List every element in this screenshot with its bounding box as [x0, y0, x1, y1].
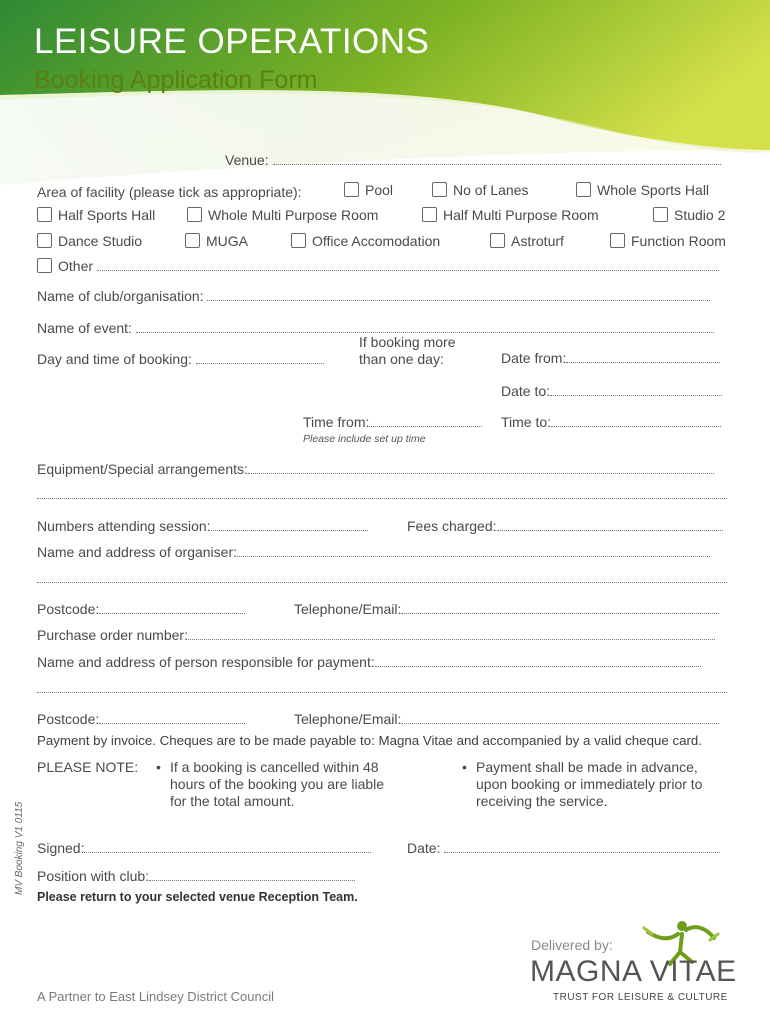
numbers-row	[37, 518, 368, 534]
payer-telephone-row	[294, 711, 719, 727]
event-field[interactable]	[136, 320, 714, 333]
other-field[interactable]	[97, 258, 719, 271]
partner-text: A Partner to East Lindsey District Council	[37, 989, 274, 1004]
equipment-label: Equipment/Special arrangements:	[37, 461, 248, 477]
note-cancellation: • If a booking is cancelled within 48 hours of the booking you are liable for the total amount.	[156, 759, 385, 809]
po-field[interactable]	[188, 627, 715, 640]
more-than-one-day-label-2: than one day:	[359, 351, 444, 367]
signed-label: Signed:	[37, 840, 85, 856]
venue-row	[225, 152, 721, 168]
checkbox-pool[interactable]: Pool	[344, 182, 393, 198]
checkbox-office-accomodation[interactable]: Office Accomodation	[291, 233, 440, 249]
fees-label: Fees charged:	[407, 518, 497, 534]
checkbox-half-sports-hall[interactable]: Half Sports Hall	[37, 207, 155, 223]
time-to-label: Time to:	[501, 414, 552, 430]
checkbox-half-multi-purpose-room[interactable]: Half Multi Purpose Room	[422, 207, 599, 223]
note-payment: • Payment shall be made in advance, upon booking or immediately prior to receiving the service.	[462, 759, 703, 809]
payer-label: Name and address of person responsible for payment:	[37, 654, 375, 670]
club-field[interactable]	[207, 288, 710, 301]
checkbox-muga[interactable]: MUGA	[185, 233, 248, 249]
day-time-field[interactable]	[196, 351, 324, 364]
equipment-row	[37, 461, 714, 477]
logo-tagline: TRUST FOR LEISURE & CULTURE	[553, 992, 728, 1003]
date-label: Date:	[407, 840, 441, 856]
position-field[interactable]	[149, 868, 355, 881]
organiser-label: Name and address of organiser:	[37, 544, 237, 560]
numbers-label: Numbers attending session:	[37, 518, 211, 534]
equipment-field[interactable]	[248, 461, 714, 474]
page-subtitle: Booking Application Form	[34, 66, 318, 94]
date-to-label: Date to:	[501, 383, 551, 399]
page-title: LEISURE OPERATIONS	[34, 22, 430, 61]
organiser-telephone-row	[294, 601, 719, 617]
numbers-field[interactable]	[211, 518, 368, 531]
club-row	[37, 288, 710, 304]
organiser-row	[37, 544, 710, 560]
payer-field-line-2[interactable]	[37, 680, 727, 698]
equipment-field-line-2[interactable]	[37, 486, 727, 504]
checkbox-other[interactable]: Other	[37, 258, 719, 274]
telephone-label: Telephone/Email:	[294, 711, 402, 727]
time-to-row	[501, 414, 721, 430]
time-from-label: Time from:	[303, 414, 370, 430]
po-label: Purchase order number:	[37, 627, 188, 643]
checkbox-no-of-lanes[interactable]: No of Lanes	[432, 182, 529, 198]
date-to-field[interactable]	[550, 383, 722, 396]
payer-postcode-row	[37, 711, 245, 727]
venue-label: Venue:	[225, 152, 269, 168]
postcode-label: Postcode:	[37, 711, 100, 727]
magna-vitae-logo: MAGNA VITAE	[530, 955, 737, 988]
position-row	[37, 868, 355, 884]
time-to-field[interactable]	[551, 414, 721, 427]
organiser-postcode-row	[37, 601, 245, 617]
date-from-row	[501, 350, 720, 366]
organiser-field[interactable]	[237, 544, 710, 557]
day-time-row	[37, 351, 324, 367]
checkbox-dance-studio[interactable]: Dance Studio	[37, 233, 142, 249]
invoice-text: Payment by invoice. Cheques are to be made payable to: Magna Vitae and accompanied by a valid cheque card.	[37, 733, 703, 748]
checkbox-whole-sports-hall[interactable]: Whole Sports Hall	[576, 182, 709, 198]
fees-row	[407, 518, 723, 534]
document-reference: MV Booking V1 0115	[14, 801, 25, 895]
signed-field[interactable]	[84, 840, 371, 853]
po-row	[37, 627, 715, 643]
setup-note: Please include set up time	[303, 433, 426, 445]
delivered-by-label: Delivered by:	[531, 937, 613, 953]
date-field[interactable]	[444, 840, 720, 853]
return-note: Please return to your selected venue Reception Team.	[37, 890, 358, 904]
organiser-postcode-field[interactable]	[99, 601, 245, 614]
please-note-label: PLEASE NOTE:	[37, 759, 139, 775]
signed-row	[37, 840, 371, 856]
time-from-row	[303, 414, 482, 430]
checkbox-whole-multi-purpose-room[interactable]: Whole Multi Purpose Room	[187, 207, 378, 223]
payer-row	[37, 654, 701, 670]
time-from-field[interactable]	[369, 414, 482, 427]
event-label: Name of event:	[37, 320, 132, 336]
checkbox-function-room[interactable]: Function Room	[610, 233, 726, 249]
day-time-label: Day and time of booking:	[37, 351, 192, 367]
date-from-field[interactable]	[566, 350, 720, 363]
organiser-field-line-2[interactable]	[37, 570, 727, 588]
organiser-telephone-field[interactable]	[401, 601, 719, 614]
venue-field[interactable]	[273, 152, 721, 165]
postcode-label: Postcode:	[37, 601, 100, 617]
checkbox-astroturf[interactable]: Astroturf	[490, 233, 564, 249]
club-label: Name of club/organisation:	[37, 288, 204, 304]
payer-field[interactable]	[375, 654, 701, 667]
date-from-label: Date from:	[501, 350, 567, 366]
telephone-label: Telephone/Email:	[294, 601, 402, 617]
fees-field[interactable]	[497, 518, 723, 531]
more-than-one-day-label: If booking more	[359, 334, 456, 350]
checkbox-studio-2[interactable]: Studio 2	[653, 207, 725, 223]
date-to-row	[501, 383, 722, 399]
date-row	[407, 840, 720, 856]
area-label: Area of facility (please tick as appropriate):	[37, 184, 302, 200]
payer-telephone-field[interactable]	[401, 711, 719, 724]
payer-postcode-field[interactable]	[99, 711, 245, 724]
position-label: Position with club:	[37, 868, 150, 884]
